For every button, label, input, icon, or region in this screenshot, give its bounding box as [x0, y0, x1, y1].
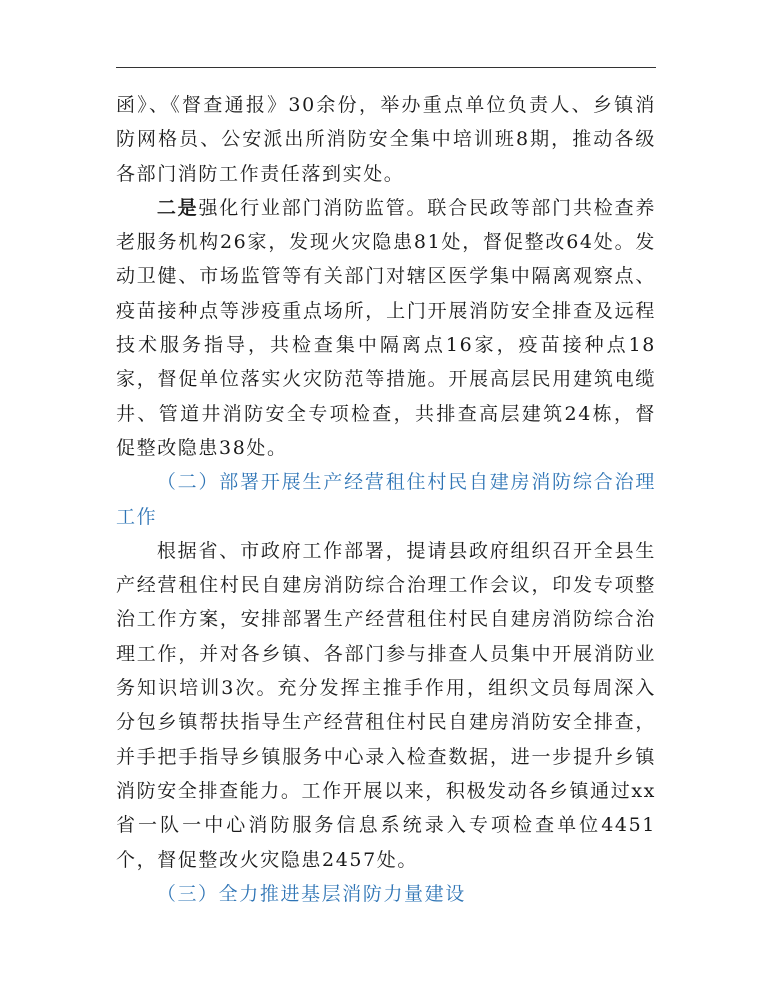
paragraph-industry-supervision [116, 191, 656, 465]
paragraph-body-text: 强化行业部门消防监管。联合民政等部门共检查养老服务机构26家，发现火灾隐患81处，督促整改64处。发动卫健、市场监管等有关部门对辖区医学集中隔离观察点、疫苗接种点等涉疫重点场所，上门开展消防安全排查及远程技术服务指导，共检查集中隔离点16家，疫苗接种点18家，督促单位落实火灾防范等措施。开展高层民用建筑电缆井、管道井消防安全专项检查，共排查高层建筑24栋，督促整改隐患38处。 [116, 196, 657, 459]
paragraph-lead-label: 二是 [156, 196, 199, 219]
paragraph-self-built-housing: 根据省、市政府工作部署，提请县政府组织召开全县生产经营租住村民自建房消防综合治理工作会议，印发专项整治工作方案，安排部署生产经营租住村民自建房消防综合治理工作，并对各乡镇、各部门参与排查人员集中开展消防业务知识培训3次。充分发挥主推手作用，组织文员每周深入分包乡镇帮扶指导生产经营租住村民自建房消防安全排查，并手把手指导乡镇服务中心录入检查数据，进一步提升乡镇消防安全排查能力。工作开展以来，积极发动各乡镇通过xx省一队一中心消防服务信息系统录入专项检查单位4451个，督促整改火灾隐患2457处。 [116, 539, 656, 871]
paragraph-continuation: 函》、《督查通报》30余份，举办重点单位负责人、乡镇消防网格员、公安派出所消防安全集中培训班8期，推动各级各部门消防工作责任落到实处。 [116, 94, 656, 185]
section-heading-2: （二）部署开展生产经营租住村民自建房消防综合治理工作 [116, 471, 656, 528]
header-rule [116, 67, 656, 68]
section-heading-3: （三）全力推进基层消防力量建设 [156, 882, 466, 905]
document-body [116, 88, 656, 911]
